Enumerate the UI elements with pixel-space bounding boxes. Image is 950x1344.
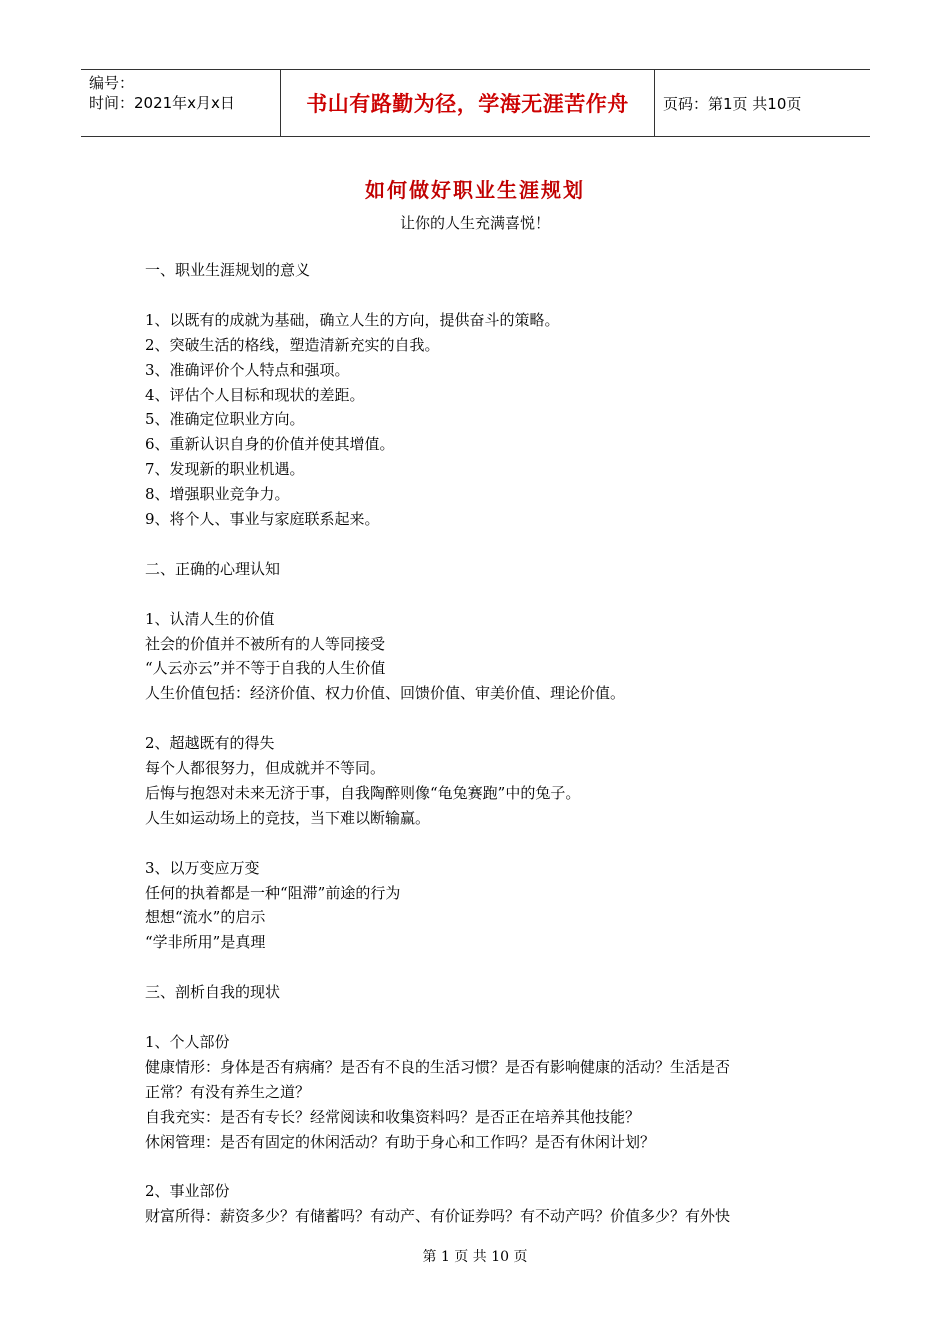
header-motto: 书山有路勤为径，学海无涯苦作舟 bbox=[281, 70, 655, 136]
body-line: 1、个人部份 bbox=[145, 1032, 230, 1051]
number-label: 编号： bbox=[89, 74, 135, 92]
blank-line bbox=[145, 532, 810, 557]
body-line: 人生如运动场上的竞技，当下难以断输赢。 bbox=[145, 808, 431, 827]
blank-line bbox=[145, 582, 810, 607]
body-line: 社会的价值并不被所有的人等同接受 bbox=[145, 634, 386, 653]
body-line: 正常？有没有养生之道？ bbox=[145, 1082, 311, 1101]
body-line: 2、突破生活的格线，塑造清新充实的自我。 bbox=[145, 335, 440, 354]
document-body bbox=[145, 258, 810, 1229]
body-line: “学非所用”是真理 bbox=[145, 933, 266, 952]
body-line: 3、以万变应万变 bbox=[145, 858, 260, 877]
body-line: 三、剖析自我的现状 bbox=[145, 983, 281, 1002]
body-line: 每个人都很努力，但成就并不等同。 bbox=[145, 759, 386, 778]
blank-line bbox=[145, 831, 810, 856]
page-footer: 第 1 页 共 10 页 bbox=[422, 1249, 528, 1265]
body-line: 3、准确评价个人特点和强项。 bbox=[145, 360, 350, 379]
body-line: 4、评估个人目标和现状的差距。 bbox=[145, 385, 365, 404]
header-meta-cell bbox=[81, 70, 281, 136]
body-line: 健康情形：身体是否有病痛？是否有不良的生活习惯？是否有影响健康的活动？生活是否 bbox=[145, 1057, 731, 1076]
body-line: “人云亦云”并不等于自我的人生价值 bbox=[145, 659, 386, 678]
blank-line bbox=[145, 955, 810, 980]
blank-line bbox=[145, 1005, 810, 1030]
body-line: 人生价值包括：经济价值、权力价值、回馈价值、审美价值、理论价值。 bbox=[145, 684, 626, 703]
body-line: 5、准确定位职业方向。 bbox=[145, 410, 305, 429]
body-line: 7、发现新的职业机遇。 bbox=[145, 460, 305, 479]
body-line: 一、职业生涯规划的意义 bbox=[145, 261, 311, 279]
body-line: 休闲管理：是否有固定的休闲活动？有助于身心和工作吗？是否有休闲计划？ bbox=[145, 1132, 656, 1151]
body-line: 后悔与抱怨对未来无济于事，自我陶醉则像“龟兔赛跑”中的兔子。 bbox=[145, 783, 581, 802]
body-line: 9、将个人、事业与家庭联系起来。 bbox=[145, 510, 380, 529]
body-line: 8、增强职业竞争力。 bbox=[145, 485, 290, 504]
body-line: 1、认清人生的价值 bbox=[145, 609, 275, 628]
body-line: 自我充实：是否有专长？经常阅读和收集资料吗？是否正在培养其他技能？ bbox=[145, 1107, 641, 1126]
body-line: 2、事业部份 bbox=[145, 1182, 230, 1201]
blank-line bbox=[145, 283, 810, 308]
body-line: 2、超越既有的得失 bbox=[145, 734, 275, 753]
header-table bbox=[81, 69, 870, 137]
body-line: 财富所得：薪资多少？有储蓄吗？有动产、有价证券吗？有不动产吗？价值多少？有外快 bbox=[145, 1207, 731, 1226]
blank-line bbox=[145, 1155, 810, 1180]
time-label: 时间：2021年x月x日 bbox=[89, 94, 235, 112]
document-title: 如何做好职业生涯规划 bbox=[365, 178, 585, 202]
body-line: 二、正确的心理认知 bbox=[145, 559, 281, 578]
body-line: 1、以既有的成就为基础，确立人生的方向，提供奋斗的策略。 bbox=[145, 310, 560, 329]
body-line: 6、重新认识自身的价值并使其增值。 bbox=[145, 435, 395, 454]
body-line: 任何的执着都是一种“阻滞”前途的行为 bbox=[145, 883, 401, 902]
document-subtitle: 让你的人生充满喜悦！ bbox=[399, 214, 550, 232]
blank-line bbox=[145, 706, 810, 731]
header-page-info: 页码：第1页 共10页 bbox=[663, 94, 802, 113]
body-line: 想想“流水”的启示 bbox=[145, 908, 266, 927]
